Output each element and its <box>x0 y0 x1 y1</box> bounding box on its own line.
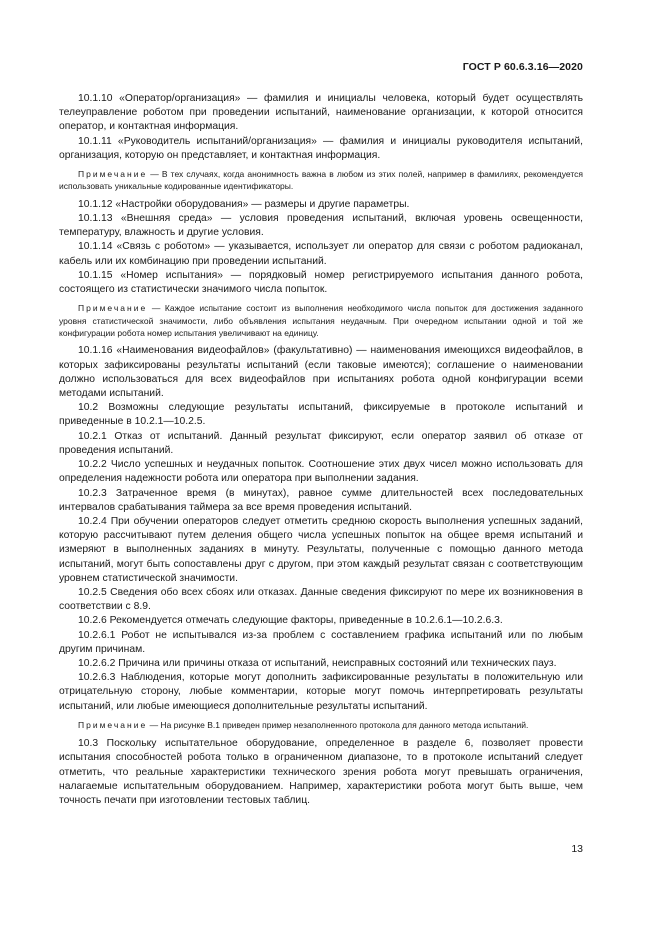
paragraph-10-2-6: 10.2.6 Рекомендуется отмечать следующие факторы, приведенные в 10.2.6.1—10.2.6.3. <box>78 615 503 627</box>
paragraph-10-2-6-2: 10.2.6.2 Причина или причины отказа от испытаний, неисправных состояний или технических пауз. <box>78 657 557 669</box>
document-body <box>59 92 583 808</box>
note-text: — В тех случаях, когда анонимность важна в любом из этих полей, например в фамилиях, рекомендуется использовать уникальные кодированные идентификаторы. <box>59 169 583 192</box>
paragraph-10-1-16: 10.1.16 «Наименования видеофайлов» (факультативно) — наименования имеющихся видеофайлов, в которых зафиксированы результаты испытаний (если таковые имеются); соглашение о наименовании должно использоваться для всех видеофайлов при испытаниях робота одной конфигурации всеми методами испытаний. <box>59 345 583 400</box>
paragraph-10-1-11: 10.1.11 «Руководитель испытаний/организация» — фамилия и инициалы руководителя испытаний, организация, которую он представляет, и контактная информация. <box>59 135 583 161</box>
note-label: Примечание <box>78 303 148 314</box>
page-number: 13 <box>571 843 583 855</box>
paragraph-10-2-2: 10.2.2 Число успешных и неудачных попыток. Соотношение этих двух чисел можно использовать для определения надежности робота или оператора при выполнении задания. <box>59 459 583 485</box>
paragraph-10-2-6-3: 10.2.6.3 Наблюдения, которые могут дополнить зафиксированные результаты в положительную или отрицательную сторону, любые комментарии, которые могут помочь интерпретировать результаты испытаний, или любые имеющиеся дополнительные результаты испытаний. <box>59 672 583 712</box>
paragraph-10-2-1: 10.2.1 Отказ от испытаний. Данный результат фиксируют, если оператор заявил об отказе от проведения испытаний. <box>59 430 583 456</box>
paragraph-10-1-12: 10.1.12 «Настройки оборудования» — размеры и другие параметры. <box>78 198 410 210</box>
note-text: — На рисунке В.1 приведен пример незаполненного протокола для данного метода испытаний. <box>147 719 529 730</box>
paragraph-10-2: 10.2 Возможны следующие результаты испытаний, фиксируемые в протоколе испытаний и приведенные в 10.2.1—10.2.5. <box>59 402 583 428</box>
paragraph-10-1-15: 10.1.15 «Номер испытания» — порядковый номер регистрируемого испытания данного робота, состоящего из статистически значимого числа попыток. <box>59 269 583 296</box>
paragraph-10-3: 10.3 Поскольку испытательное оборудование, определенное в разделе 6, позволяет провести испытания способностей робота только в ограниченном диапазоне, то в протоколе испытаний следует отметить, что реальные характеристики технического зрения робота могут превышать ограничения, налагаемые испытательным оборудованием. Например, характеристики робота могут быть выше, чем точность печати при изготовлении тестовых таблиц. <box>59 738 583 806</box>
paragraph-10-2-4: 10.2.4 При обучении операторов следует отметить среднюю скорость выполнения успешных заданий, которую рассчитывают путем деления общего числа успешных попыток на общее время испытаний и измеряют в выполненных заданиях в минуту. Результаты, полученные с помощью данного метода испытаний, могут быть сопоставлены друг с другом, при этом каждый результат связан с соответствующим уровнем статистической значимости. <box>59 515 583 584</box>
paragraph-10-2-5: 10.2.5 Сведения обо всех сбоях или отказах. Данные сведения фиксируют по мере их возникновения в соответствии с 8.9. <box>59 586 583 613</box>
document-standard-code: ГОСТ Р 60.6.3.16—2020 <box>462 61 583 73</box>
note-label: Примечание <box>78 719 148 730</box>
note-label: Примечание <box>78 169 148 180</box>
note-anonymity <box>59 168 583 193</box>
paragraph-10-1-14: 10.1.14 «Связь с роботом» — указывается, использует ли оператор для связи с роботом радиоканал, кабель или их комбинацию при проведении испытаний. <box>59 241 583 267</box>
note-text: — Каждое испытание состоит из выполнения необходимого числа попыток для достижения заданного уровня статистической значимости, либо объявления испытания неудачным. При очередном испытании одной и той же конфигурации робота номер испытания увеличивают на единицу. <box>59 303 583 339</box>
paragraph-10-2-3: 10.2.3 Затраченное время (в минутах), равное сумме длительностей всех последовательных интервалов срабатывания таймера за все время проведения испытаний. <box>59 487 583 513</box>
note-figure-b1 <box>59 719 583 731</box>
paragraph-10-2-6-1: 10.2.6.1 Робот не испытывался из-за проблем с составлением графика испытаний или по любым другим причинам. <box>59 629 583 655</box>
note-test-number <box>59 302 583 339</box>
paragraph-10-1-10: 10.1.10 «Оператор/организация» — фамилия и инициалы человека, который будет осуществлять телеуправление роботом при проведении испытаний, наименование организации, к которой относится оператор, и контактная информация. <box>59 93 583 133</box>
paragraph-10-1-13: 10.1.13 «Внешняя среда» — условия проведения испытаний, включая уровень освещенности, температуру, влажность и другие условия. <box>59 213 583 239</box>
